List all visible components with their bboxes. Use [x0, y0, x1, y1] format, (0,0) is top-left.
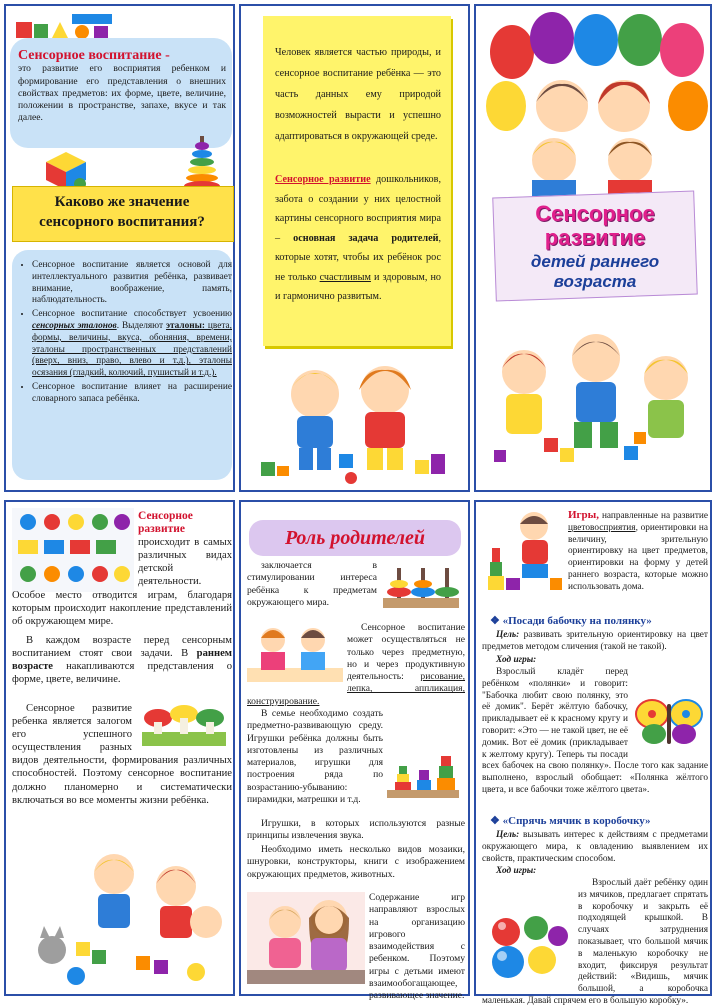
game2-goal-label: Цель:: [496, 830, 520, 840]
age-tasks-text-b: накапливаются представления о форме, цвете, величине.: [12, 661, 232, 686]
balloons-kids-illustration: [480, 10, 708, 200]
bullet-text-2b: . Выделяют: [116, 320, 166, 331]
mother-child-illustration: [247, 892, 365, 984]
significance-list: [18, 260, 232, 408]
color-perception-term: цветовосприятия: [568, 522, 636, 533]
role-paragraph-4: Игрушки, в которых используются разные принципы извлечения звука.: [247, 818, 465, 842]
game1-heading: [490, 614, 710, 627]
role-paragraph-1: заключается в стимулировании интереса ребёнка к предметам окружающего мира.: [247, 560, 377, 608]
parents-task-text-c: и здоровым, но и гармонично развитым.: [275, 271, 441, 302]
activities-paragraph: [12, 510, 232, 628]
happy-term: счастливым: [319, 271, 371, 283]
role-paragraph-6-top: [369, 892, 465, 1003]
role-paragraph-6-text: Содержание игр направляют взрослых на организацию игрового взаимодействия с ребенком. Поэтому игры с детьми имеют взаимообогащающее, развивающее значение.: [369, 892, 465, 1002]
definition-dash: -: [161, 48, 170, 63]
stacking-toy-illustration: [377, 558, 465, 612]
role-paragraph-3: [247, 708, 465, 806]
game2-course-label: Ход игры:: [496, 866, 537, 876]
parents-role-heading: Роль родителей: [249, 520, 461, 556]
list-item: [32, 309, 232, 380]
game1-title: «Посади бабочку на полянку»: [502, 615, 652, 627]
importance-paragraph: [12, 702, 232, 807]
pyramid-toy-icon: [182, 134, 222, 194]
game1-course: [482, 667, 708, 797]
activities-title: Сенсорное развитие: [138, 510, 193, 536]
image-float-spacer: [12, 510, 138, 588]
image-float-spacer: [482, 510, 568, 594]
games-intro-text-a: направленные на развитие: [599, 511, 708, 521]
parents-task-paragraph: [275, 170, 441, 307]
role-paragraph-3-text: В семье необходимо создать предметно-развивающую среду. Игрушки ребёнка должны быть изготовлены из различных материалов, игрушки для построения ряда по возрастанию-убыванию: пирамидки, матрешки и т.д.: [247, 708, 383, 806]
diamond-icon: ❖: [490, 815, 500, 827]
image-float-spacer: [383, 708, 465, 804]
bullet-text-2-em: сенсорных эталонов: [32, 320, 117, 331]
list-item: [32, 382, 232, 406]
role-paragraph-2-activities: рисование, лепка, аппликация, конструирование.: [247, 671, 465, 707]
age-tasks-paragraph: [12, 634, 232, 686]
game1-goal-text: развивать зрительную ориентировку на цвет предметов методом сличения (такой не такой).: [482, 630, 708, 652]
activities-text: происходит в самых различных видах детской деятельности. Особое место отводится играм, благодаря которым происходит накопление представлений об окружающем мире.: [12, 537, 232, 627]
definition-title: Сенсорное воспитание: [18, 48, 162, 63]
game1-course-label-wrap: [496, 655, 696, 667]
game2-goal-text: вызывать интерес к действиям с предметами окружающего мира, к овладению выявлением их свойств, практическим способом.: [482, 830, 708, 864]
nature-paragraph: Человек является частью природы, и сенсорное воспитание ребёнка — это часть данных ему природой возможностей вырасти и успешно адаптироваться в окружающей среде.: [275, 47, 441, 142]
panel-development-activities: [4, 500, 235, 996]
image-float-spacer: [247, 622, 347, 688]
bullet-text-3: Сенсорное воспитание влияет на расширение словарного запаса ребёнка.: [32, 381, 232, 404]
game2-heading: [490, 814, 710, 827]
kids-blocks-illustration: [484, 328, 706, 478]
parents-task-text-b: , которые хотят, чтобы их ребёнок рос не только: [275, 232, 442, 283]
game1-goal: [482, 630, 708, 654]
question-heading: Каково же значение сенсорного воспитания?: [39, 194, 205, 230]
game2-course: [482, 878, 708, 1008]
toy-blocks-illustration: [12, 8, 122, 42]
definition-body: это развитие его восприятия ребенком и формирование его представления о внешних свойствах предметов: их форме, цвете, величине, положении в пространстве, запахе, вкусе и так далее.: [18, 63, 226, 124]
panel-parents-task: [239, 4, 470, 492]
bullet-text-1: Сенсорное воспитание является основой для интеллектуального развития ребёнка, развивает внимание, воображение, память, наблюдательность.: [32, 260, 232, 306]
diamond-icon: ❖: [490, 615, 500, 627]
cover-title-line1: Сенсорное развитие: [535, 201, 655, 250]
panel-cover: [474, 4, 712, 492]
games-intro-title: Игры,: [568, 509, 600, 521]
cover-title-line2: детей раннего возраста: [530, 252, 660, 291]
game1-goal-label: Цель:: [496, 630, 520, 640]
image-float-spacer: [132, 702, 232, 754]
image-float-spacer: [628, 695, 708, 755]
game2-goal: [482, 830, 708, 865]
panel-parents-role: [239, 500, 470, 1002]
role-paragraph-5: Необходимо иметь несколько видов мозаики, шнуровки, конструкторы, книги с изображением окружающих предметов, животных.: [247, 844, 465, 880]
early-age-term: раннем возрасте: [12, 648, 232, 673]
bullet-text-2-strong: эталоны:: [165, 320, 205, 331]
games-intro: [482, 510, 708, 594]
list-item: [32, 260, 232, 307]
children-toys-illustration: [16, 846, 230, 992]
definition-text: [18, 50, 226, 125]
kids-playing-illustration: [255, 350, 455, 488]
game2-title: «Спрячь мячик в коробочку»: [502, 815, 651, 827]
games-intro-text-b: , ориентировки на величину, зрительную ориентировку на цвет предметов, ориентировки на форму у детей раннего возраста, которые можно использовать дома.: [568, 522, 708, 592]
bullet-text-2a: Сенсорное воспитание способствует усвоению: [32, 309, 232, 320]
main-task-term: основная задача родителей: [293, 232, 439, 244]
panel-games: [474, 500, 712, 1006]
role-paragraph-2-text: Сенсорное воспитание может осуществляться не только через предметную, но и через продуктивную деятельность:: [347, 622, 465, 683]
age-tasks-text-a: В каждом возрасте перед сенсорным воспитанием стоят свои задачи. В: [12, 635, 232, 660]
panel-sensory-education: [4, 4, 235, 492]
game1-course-text: Взрослый кладёт перед ребёнком «полянки» и говорит: "Бабочка любит свою полянку, это её домик". Берёт жёлтую бабочку, прикладывает её к красному кругу и говорит: «Это — не такой цвет, не её домик. Вот её домик (прикладывает к желтому кругу). Теперь ты посади всех бабочек на свою полянку». После того как задание выполнено, взрослый обобщает: «Полянка жёлтого цвета, и все бабочки тоже жёлтого цвета».: [482, 667, 708, 795]
importance-text: Сенсорное развитие ребенка является залогом его успешного осуществления разных видов деятельности, формирования различных способностей. Поэтому сенсорное воспитание должно планомерно и систематически включаться во все моменты жизни ребёнка.: [12, 703, 232, 806]
sensory-development-term: Сенсорное развитие: [275, 174, 371, 185]
bullet-text-2c: цвета, формы, величины, вкуса, обоняния, времени, эталоны пространственных представлений (вверх, вниз, право, влево и т.д.), эталоны осязания (гладкий, колючий, пушистый и т.д.).: [32, 320, 232, 379]
image-float-spacer: [482, 902, 578, 994]
game1-course-label: Ход игры:: [496, 655, 537, 665]
game2-course-text: Взрослый даёт ребёнку один из мячиков, предлагает спрятать в коробочку и закрыть её подходящей крышкой. В случаях затруднения показывает, что большой мячик в маленькую коробочку не входит, фиксируя результат действий: «Видишь, мячик большой, а коробочка маленькая. Давай спрячем его в большую коробку».: [482, 878, 708, 1006]
game2-course-label-wrap: [496, 866, 696, 878]
role-paragraph-2: [247, 622, 465, 708]
parents-task-text-a: дошкольников, забота о создании у них целостной картины сенсорного восприятия мира –: [275, 174, 442, 244]
